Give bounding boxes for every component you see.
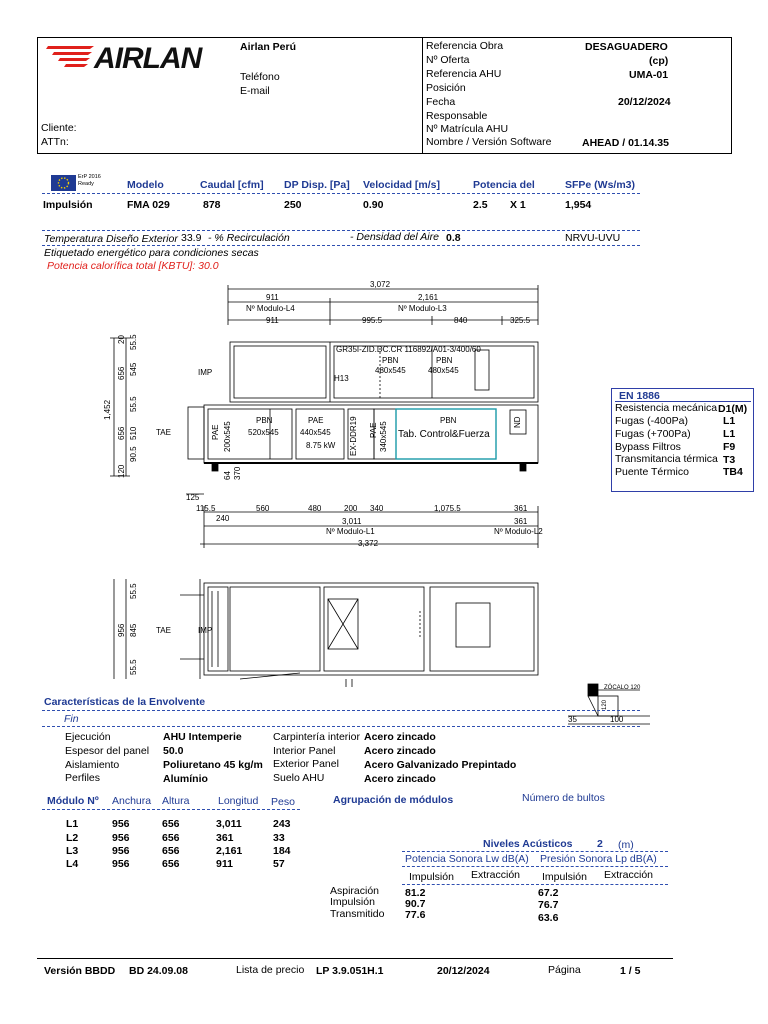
footer-line [37, 958, 673, 959]
field-label: Referencia Obra [426, 40, 504, 52]
header-potencia: Potencia del [473, 179, 535, 191]
bultos-label: Número de bultos [522, 792, 605, 804]
en1886-value: L1 [723, 415, 736, 427]
field-label: Referencia AHU [426, 68, 502, 80]
svg-text:20: 20 [117, 335, 126, 344]
svg-text:Nº Modulo-L1: Nº Modulo-L1 [326, 527, 375, 536]
footer-pagina-value: 1 / 5 [620, 965, 641, 977]
mod-id: L4 [66, 858, 79, 870]
divider [42, 193, 640, 194]
svg-text:2,161: 2,161 [418, 293, 439, 302]
acustica-unit: (m) [618, 839, 634, 851]
svg-text:120: 120 [117, 464, 126, 478]
mod-anchura: 956 [112, 858, 130, 870]
svg-text:340: 340 [370, 504, 384, 513]
spec-potencia: 2.5 [473, 199, 488, 211]
mod-altura: 656 [162, 845, 180, 857]
mod-header-anchura: Anchura [112, 795, 152, 807]
spec-sfpe: 1,954 [565, 199, 592, 211]
en1886-label: Puente Térmico [615, 466, 689, 478]
ahu-elevation-drawing [100, 280, 560, 552]
svg-text:Nº Modulo-L4: Nº Modulo-L4 [246, 304, 295, 313]
svg-text:200x545: 200x545 [223, 421, 232, 452]
acustica-lp: 63.6 [538, 912, 559, 924]
header-caudal: Caudal [cfm] [200, 179, 264, 191]
field-value: (cp) [649, 55, 669, 67]
svg-text:520x545: 520x545 [248, 428, 279, 437]
mod-longitud: 3,011 [216, 818, 242, 830]
env-value: Acero zincado [364, 773, 436, 785]
field-label: Nº Oferta [426, 54, 470, 66]
mod-header-altura: Altura [162, 795, 190, 807]
svg-text:ZÓCALO 120: ZÓCALO 120 [604, 685, 641, 691]
ahu-plan-drawing [100, 575, 560, 687]
mod-peso: 243 [273, 818, 291, 830]
cliente-label: Cliente: [41, 122, 77, 134]
footer-lista-label: Lista de precio [236, 964, 305, 976]
svg-text:Tab. Control&Fuerza: Tab. Control&Fuerza [398, 429, 490, 440]
svg-text:55.5: 55.5 [129, 396, 138, 412]
en1886-value: T3 [723, 454, 736, 466]
env-value: AHU Intemperie [163, 731, 242, 743]
nrvu-label: NRVU-UVU [565, 232, 621, 244]
divider [402, 851, 668, 852]
acustica-lw: 81.2 [405, 887, 426, 899]
divider [42, 710, 640, 711]
telefono-label: Teléfono [240, 71, 280, 83]
svg-text:PAE: PAE [369, 422, 378, 438]
potencia-calorifica: Potencia calorífica total [KBTU]: 30.0 [47, 260, 219, 272]
field-label: Responsable [426, 110, 488, 122]
mod-peso: 33 [273, 832, 285, 844]
etiquetado-label: Etiquetado energético para condiciones secas [44, 247, 259, 259]
mod-longitud: 911 [216, 858, 233, 870]
field-value: UMA-01 [629, 69, 669, 81]
svg-text:TAE: TAE [156, 428, 171, 437]
svg-text:100: 100 [610, 715, 624, 724]
divider [402, 866, 668, 867]
header-modelo: Modelo [127, 179, 164, 191]
en1886-label: Fugas (+700Pa) [615, 428, 691, 440]
zocalo-detail [560, 676, 655, 728]
svg-text:240: 240 [216, 514, 230, 523]
header-divider [422, 37, 423, 154]
svg-text:510: 510 [129, 426, 138, 440]
attn-label: ATTn: [41, 136, 69, 148]
svg-text:656: 656 [117, 366, 126, 380]
company-name: Airlan Perú [240, 41, 297, 53]
field-label: Fecha [426, 96, 456, 108]
svg-text:IMP: IMP [198, 626, 213, 635]
svg-text:EX-DDR19: EX-DDR19 [349, 416, 358, 456]
svg-text:55.5: 55.5 [129, 583, 138, 599]
svg-text:64: 64 [223, 471, 232, 480]
mod-altura: 656 [162, 818, 180, 830]
mod-anchura: 956 [112, 832, 130, 844]
en1886-title: EN 1886 [619, 390, 660, 402]
envolvente-fin: Fin [64, 713, 79, 725]
spec-row-name: Impulsión [43, 199, 93, 211]
density-value: 0.8 [446, 232, 461, 244]
mod-header-longitud: Longitud [218, 795, 259, 807]
mod-anchura: 956 [112, 818, 130, 830]
svg-text:55.5: 55.5 [129, 659, 138, 675]
svg-text:3,011: 3,011 [342, 517, 362, 526]
env-label: Exterior Panel [273, 758, 339, 770]
svg-text:995.5: 995.5 [362, 316, 383, 325]
svg-text:840: 840 [454, 316, 468, 325]
svg-text:H13: H13 [334, 374, 349, 383]
eu-flag-icon [51, 175, 76, 191]
svg-text:340x545: 340x545 [379, 421, 388, 452]
svg-text:ND: ND [513, 416, 522, 428]
mod-altura: 656 [162, 858, 180, 870]
footer-pagina-label: Página [548, 964, 581, 976]
field-value: DESAGUADERO [585, 41, 668, 53]
env-value: 50.0 [163, 745, 184, 757]
svg-text:90.5: 90.5 [129, 446, 138, 462]
env-value: Poliuretano 45 kg/m [163, 759, 263, 771]
acustica-lw: 77.6 [405, 909, 426, 921]
acustica-lp: 67.2 [538, 887, 559, 899]
svg-text:370: 370 [233, 466, 242, 480]
acustica-title: Niveles Acústicos [483, 838, 573, 850]
spec-mult: X 1 [510, 199, 526, 211]
svg-text:361: 361 [514, 517, 528, 526]
svg-text:440x545: 440x545 [300, 428, 331, 437]
svg-text:PAE: PAE [308, 416, 324, 425]
mod-id: L2 [66, 832, 79, 844]
acustica-lp: 76.7 [538, 899, 559, 911]
mod-peso: 57 [273, 858, 285, 870]
svg-text:35: 35 [568, 715, 577, 724]
acustica-row-label: Transmitido [330, 908, 385, 920]
en1886-label: Bypass Filtros [615, 441, 681, 453]
lw-extraccion-header: Extracción [471, 869, 521, 881]
svg-text:545: 545 [129, 362, 138, 376]
svg-text:125: 125 [186, 493, 200, 502]
lp-impulsion-header: Impulsión [542, 871, 587, 883]
en1886-value: L1 [723, 428, 736, 440]
agrupacion-label: Agrupación de módulos [333, 794, 454, 806]
env-value: Alumínio [163, 773, 208, 785]
svg-text:IMP: IMP [198, 368, 213, 377]
field-value: 20/12/2024 [618, 96, 671, 108]
field-label: Nº Matrícula AHU [426, 123, 509, 135]
svg-text:Nº Modulo-L2: Nº Modulo-L2 [494, 527, 543, 536]
mod-anchura: 956 [112, 845, 130, 857]
svg-text:480: 480 [308, 504, 322, 513]
svg-text:956: 956 [117, 623, 126, 637]
svg-text:PBN: PBN [440, 416, 457, 425]
mod-longitud: 361 [216, 832, 234, 844]
footer-date: 20/12/2024 [437, 965, 490, 977]
mod-header-peso: Peso [271, 796, 295, 808]
svg-text:120: 120 [602, 699, 608, 710]
mod-altura: 656 [162, 832, 180, 844]
svg-text:3,372: 3,372 [358, 539, 379, 548]
svg-text:PBN: PBN [256, 416, 273, 425]
field-value: AHEAD / 01.14.35 [582, 137, 669, 149]
env-label: Perfiles [65, 772, 101, 784]
svg-text:1,075.5: 1,075.5 [434, 504, 461, 513]
env-value: Acero zincado [364, 731, 436, 743]
mod-id: L3 [66, 845, 79, 857]
spec-dp: 250 [284, 199, 302, 211]
acustica-distance: 2 [597, 838, 603, 850]
env-label: Espesor del panel [65, 745, 150, 757]
env-label: Suelo AHU [273, 772, 325, 784]
divider [402, 884, 668, 885]
env-label: Ejecución [65, 731, 111, 743]
svg-text:911: 911 [266, 293, 279, 302]
svg-text:560: 560 [256, 504, 270, 513]
recirc-label: - % Recirculación [208, 232, 290, 244]
svg-text:911: 911 [266, 316, 279, 325]
acustica-row-label: Impulsión [330, 896, 375, 908]
acustica-row-label: Aspiración [330, 885, 380, 897]
en1886-label: Resistencia mecánica [615, 402, 718, 414]
spec-caudal: 878 [203, 199, 221, 211]
density-label: - Densidad del Aire [350, 231, 439, 243]
field-label: Posición [426, 82, 466, 94]
svg-text:PBN: PBN [382, 356, 399, 365]
spec-modelo: FMA 029 [127, 199, 170, 211]
svg-text:361: 361 [514, 504, 528, 513]
erp-label: ErP 2016 Ready [78, 174, 101, 187]
footer-lista-value: LP 3.9.051H.1 [316, 965, 384, 977]
en1886-label: Fugas (-400Pa) [615, 415, 688, 427]
presion-sonora-label: Presión Sonora Lp dB(A) [540, 853, 657, 865]
airlan-logo [46, 40, 226, 72]
env-label: Aislamiento [65, 759, 120, 771]
divider [42, 726, 640, 727]
mod-longitud: 2,161 [216, 845, 243, 857]
en1886-value: F9 [723, 441, 736, 453]
svg-text:656: 656 [117, 426, 126, 440]
envolvente-title: Características de la Envolvente [44, 696, 206, 708]
svg-text:200: 200 [344, 504, 358, 513]
header-dp: DP Disp. [Pa] [284, 179, 350, 191]
field-label: Nombre / Versión Software [426, 136, 552, 148]
svg-text:3,072: 3,072 [370, 280, 391, 289]
divider [42, 230, 640, 231]
header-velocidad: Velocidad [m/s] [363, 179, 441, 191]
acustica-lw: 90.7 [405, 898, 426, 910]
env-value: Acero Galvanizado Prepintado [364, 759, 517, 771]
mod-header-modulo: Módulo Nº [47, 795, 99, 807]
svg-text:480x545: 480x545 [375, 366, 406, 375]
lp-extraccion-header: Extracción [604, 869, 654, 881]
logo-text: AIRLAN [94, 42, 202, 72]
footer-version-value: BD 24.09.08 [129, 965, 188, 977]
en1886-value: TB4 [723, 466, 743, 478]
header-sfpe: SFPe (Ws/m3) [565, 179, 636, 191]
svg-text:115.5: 115.5 [196, 504, 216, 513]
temp-value: 33.9 [181, 232, 202, 244]
svg-text:TAE: TAE [156, 626, 171, 635]
email-label: E-mail [240, 85, 270, 97]
divider [42, 245, 640, 246]
svg-text:GR35I-ZID.DC.CR 116892/A01-3/: GR35I-ZID.DC.CR 116892/A01-3/400/60 [336, 345, 481, 354]
svg-text:8.75 kW: 8.75 kW [306, 441, 336, 450]
en1886-value: D1(M) [718, 403, 748, 415]
footer-version-label: Versión BBDD [44, 965, 116, 977]
svg-text:480x545: 480x545 [428, 366, 459, 375]
spec-velocidad: 0.90 [363, 199, 384, 211]
env-value: Acero zincado [364, 745, 436, 757]
svg-text:325.5: 325.5 [510, 316, 531, 325]
env-label: Carpintería interior [273, 731, 360, 743]
svg-text:PAE: PAE [211, 424, 220, 440]
divider [42, 809, 300, 810]
mod-peso: 184 [273, 845, 291, 857]
lw-impulsion-header: Impulsión [409, 871, 454, 883]
mod-id: L1 [66, 818, 79, 830]
temp-label: Temperatura Diseño Exterior [44, 233, 178, 245]
svg-text:Nº Modulo-L3: Nº Modulo-L3 [398, 304, 447, 313]
env-label: Interior Panel [273, 745, 336, 757]
svg-text:55.5: 55.5 [129, 334, 138, 350]
potencia-sonora-label: Potencia Sonora Lw dB(A) [405, 853, 529, 865]
svg-text:845: 845 [129, 623, 138, 637]
svg-text:1,452: 1,452 [103, 399, 112, 420]
en1886-label: Transmitancia térmica [615, 453, 718, 465]
svg-text:PBN: PBN [436, 356, 453, 365]
